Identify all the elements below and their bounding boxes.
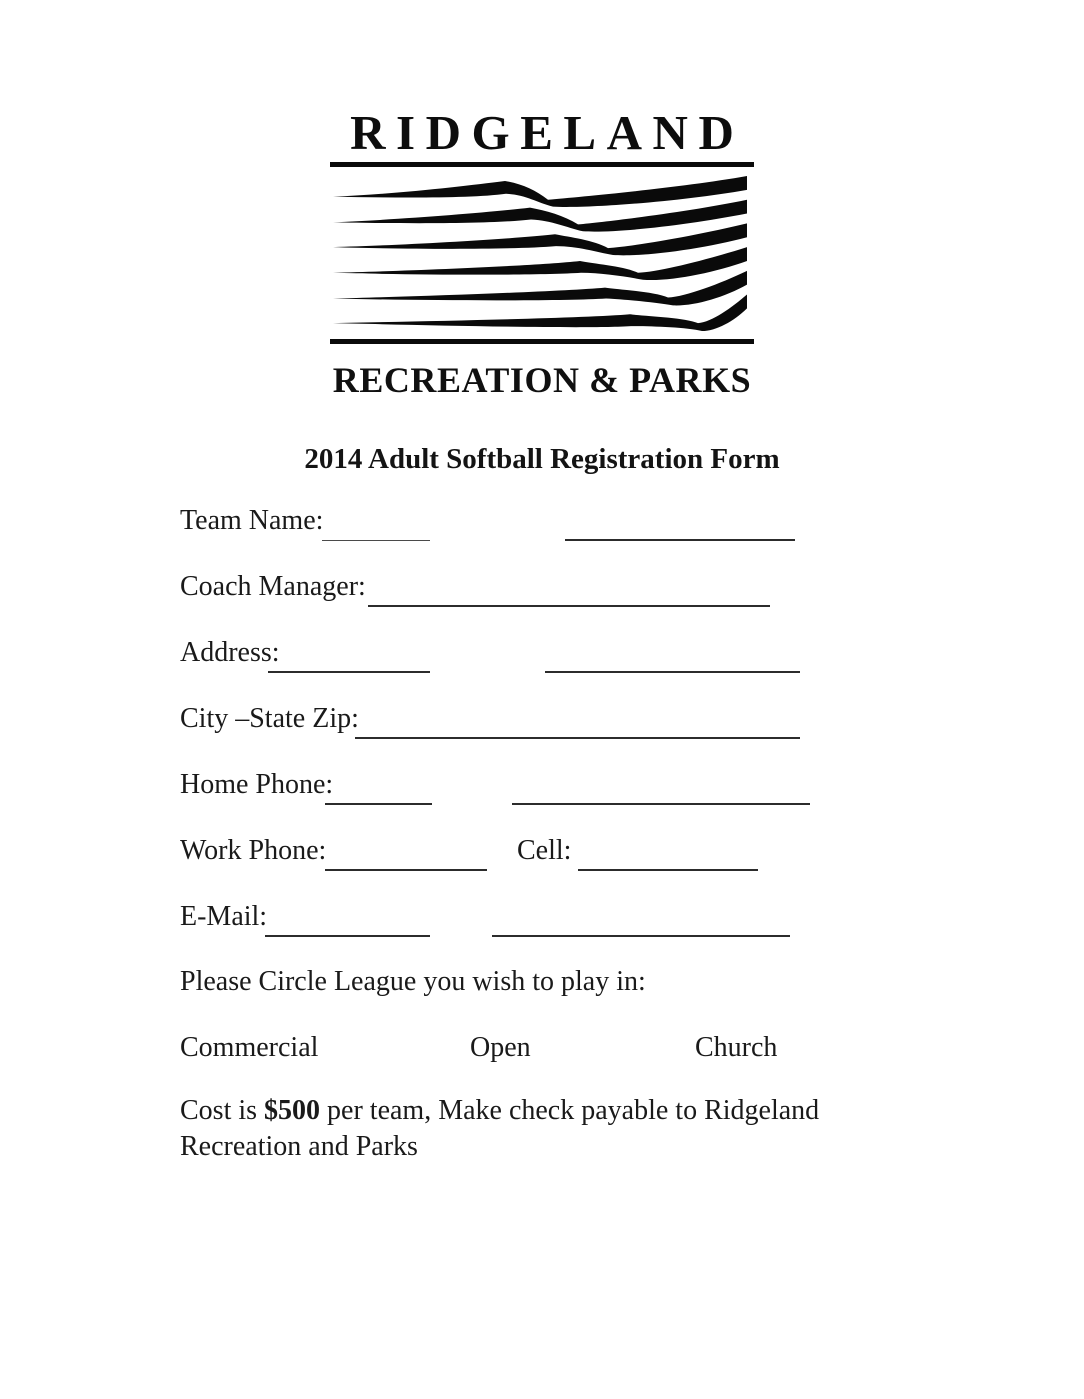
- logo-bottom-rule: [330, 339, 754, 344]
- team-name-blank-line-1[interactable]: [322, 540, 430, 541]
- city-state-zip-blank-line[interactable]: [355, 737, 800, 739]
- coach-manager-label: Coach Manager:: [180, 570, 366, 602]
- cost-amount: $500: [264, 1094, 321, 1126]
- logo-subtitle: RECREATION & PARKS: [332, 360, 752, 400]
- work-phone-blank-line[interactable]: [325, 869, 487, 871]
- city-state-zip-label: City –State Zip:: [180, 702, 359, 734]
- league-option-open[interactable]: Open: [470, 1031, 531, 1063]
- email-label: E-Mail:: [180, 900, 268, 932]
- field-row-coach-manager: [180, 544, 840, 610]
- league-prompt: Please Circle League you wish to play in:: [180, 965, 646, 997]
- cost-prefix: Cost is: [180, 1094, 265, 1126]
- home-phone-blank-line-1[interactable]: [325, 803, 432, 805]
- cost-suffix: per team, Make check payable to Ridgeland Recreation and Parks: [180, 1094, 820, 1162]
- team-name-blank-line-2[interactable]: [565, 539, 795, 541]
- field-row-address: [180, 610, 840, 676]
- logo: [330, 0, 754, 401]
- league-option-church[interactable]: Church: [695, 1031, 778, 1063]
- team-name-label: Team Name:: [180, 504, 324, 536]
- home-phone-blank-line-2[interactable]: [512, 803, 810, 805]
- field-row-work-phone: [180, 808, 840, 874]
- field-row-home-phone: [180, 742, 840, 808]
- logo-underline: [330, 162, 754, 167]
- league-option-commercial[interactable]: Commercial: [180, 1031, 319, 1063]
- field-row-team-name: [180, 478, 840, 544]
- cost-note: [180, 1093, 828, 1165]
- address-blank-line-2[interactable]: [545, 671, 800, 673]
- address-blank-line-1[interactable]: [268, 671, 430, 673]
- cell-label: Cell:: [517, 834, 572, 866]
- field-row-city-state-zip: [180, 676, 840, 742]
- field-row-email: [180, 874, 840, 940]
- form-fields: [180, 478, 840, 940]
- logo-title: RIDGELAND: [350, 105, 745, 160]
- cell-blank-line[interactable]: [578, 869, 758, 871]
- email-blank-line-1[interactable]: [265, 935, 430, 937]
- home-phone-label: Home Phone:: [180, 768, 334, 800]
- email-blank-line-2[interactable]: [492, 935, 790, 937]
- work-phone-label: Work Phone:: [180, 834, 327, 866]
- address-label: Address:: [180, 636, 280, 668]
- coach-manager-blank-line[interactable]: [368, 605, 770, 607]
- form-title: 2014 Adult Softball Registration Form: [304, 442, 780, 475]
- league-options: [180, 1031, 1084, 1065]
- ridge-stripes-icon: [330, 176, 750, 336]
